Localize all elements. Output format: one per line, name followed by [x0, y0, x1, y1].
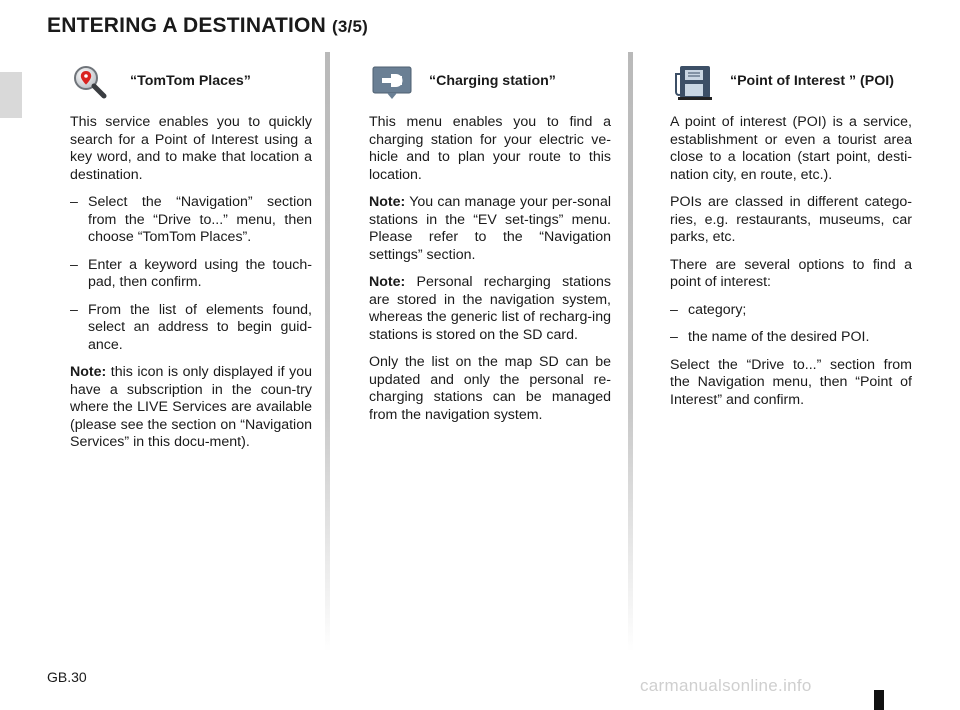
- charging-closing: Only the list on the map SD can be updated and only the personal re-charging stations can be managed from the navigation system.: [369, 354, 611, 423]
- charging-note-2: [369, 274, 611, 344]
- list-item: [670, 302, 912, 320]
- dash-bullet: –: [70, 194, 78, 210]
- watermark-text: carmanualsonline.info: [640, 676, 812, 695]
- charging-note-2-text: Personal recharging stations are stored in the navigation system, whereas the generic list of recharg-ing stations is stored on the SD card.: [369, 274, 611, 343]
- charging-intro: This menu enables you to find a charging station for your electric ve-hicle and to plan your route to this location.: [369, 114, 611, 183]
- fuel-pump-icon: [670, 64, 722, 100]
- page-title: [47, 14, 368, 38]
- corner-mark: [874, 690, 884, 710]
- poi-closing: Select the “Drive to...” section from the Navigation menu, then “Point of Interest” and confirm.: [670, 356, 912, 408]
- tomtom-note-text: this icon is only displayed if you have a subscription in the coun-try where the LIVE Services are available (please see the section on “Navigation Services” in this docu-ment).: [70, 364, 312, 450]
- tomtom-places-heading: “TomTom Places”: [130, 73, 251, 90]
- tomtom-places-header: [70, 64, 312, 100]
- page-title-main: ENTERING A DESTINATION: [47, 14, 326, 37]
- poi-intro: A point of interest (POI) is a service, establishment or even a tourist area close to a location (start point, desti-nation city, en route, etc.).: [670, 114, 912, 183]
- tomtom-step-3: From the list of elements found, select an address to begin guid-ance.: [88, 301, 312, 353]
- dash-bullet: –: [70, 256, 78, 273]
- note-label: Note:: [369, 194, 406, 210]
- dash-bullet: –: [670, 329, 678, 345]
- poi-header: [670, 64, 912, 100]
- charging-station-heading: “Charging station”: [429, 73, 556, 90]
- poi-column: [670, 64, 912, 419]
- dash-bullet: –: [670, 301, 678, 318]
- tomtom-places-column: [70, 64, 312, 462]
- note-label: Note:: [70, 364, 107, 380]
- poi-heading: “Point of Interest ” (POI): [730, 73, 894, 90]
- page-number: GB.30: [47, 669, 87, 685]
- poi-options-intro: There are several options to find a point of interest:: [670, 256, 912, 290]
- poi-option-2: the name of the desired POI.: [688, 329, 870, 345]
- tomtom-places-icon: [70, 64, 122, 100]
- column-divider-left: [325, 52, 330, 652]
- dash-bullet: –: [70, 301, 78, 318]
- charging-station-icon: [369, 64, 421, 100]
- list-item: [70, 257, 312, 292]
- list-item: [70, 194, 312, 247]
- side-tab-marker: [0, 72, 22, 118]
- tomtom-step-1: Select the “Navigation” section from the “Drive to...” menu, then choose “TomTom Places”.: [88, 194, 312, 245]
- charging-station-column: [369, 64, 611, 434]
- list-item: [70, 302, 312, 355]
- list-item: [670, 329, 912, 347]
- poi-classes: POIs are classed in different catego-ries, e.g. restaurants, museums, car parks, etc.: [670, 194, 912, 245]
- column-divider-right: [628, 52, 633, 652]
- charging-note-1-text: You can manage your per-sonal stations in the “EV set-tings” menu. Please refer to the “Navigation settings” section.: [369, 194, 611, 263]
- note-label: Note:: [369, 274, 406, 290]
- charging-note-1: [369, 194, 611, 264]
- charging-station-header: [369, 64, 611, 100]
- tomtom-note: [70, 364, 312, 452]
- tomtom-intro: This service enables you to quickly search for a Point of Interest using a key word, and to make that location a destination.: [70, 114, 312, 183]
- page-title-part: (3/5): [332, 17, 368, 36]
- tomtom-step-2: Enter a keyword using the touch-pad, then confirm.: [88, 256, 312, 290]
- poi-option-1: category;: [688, 301, 747, 318]
